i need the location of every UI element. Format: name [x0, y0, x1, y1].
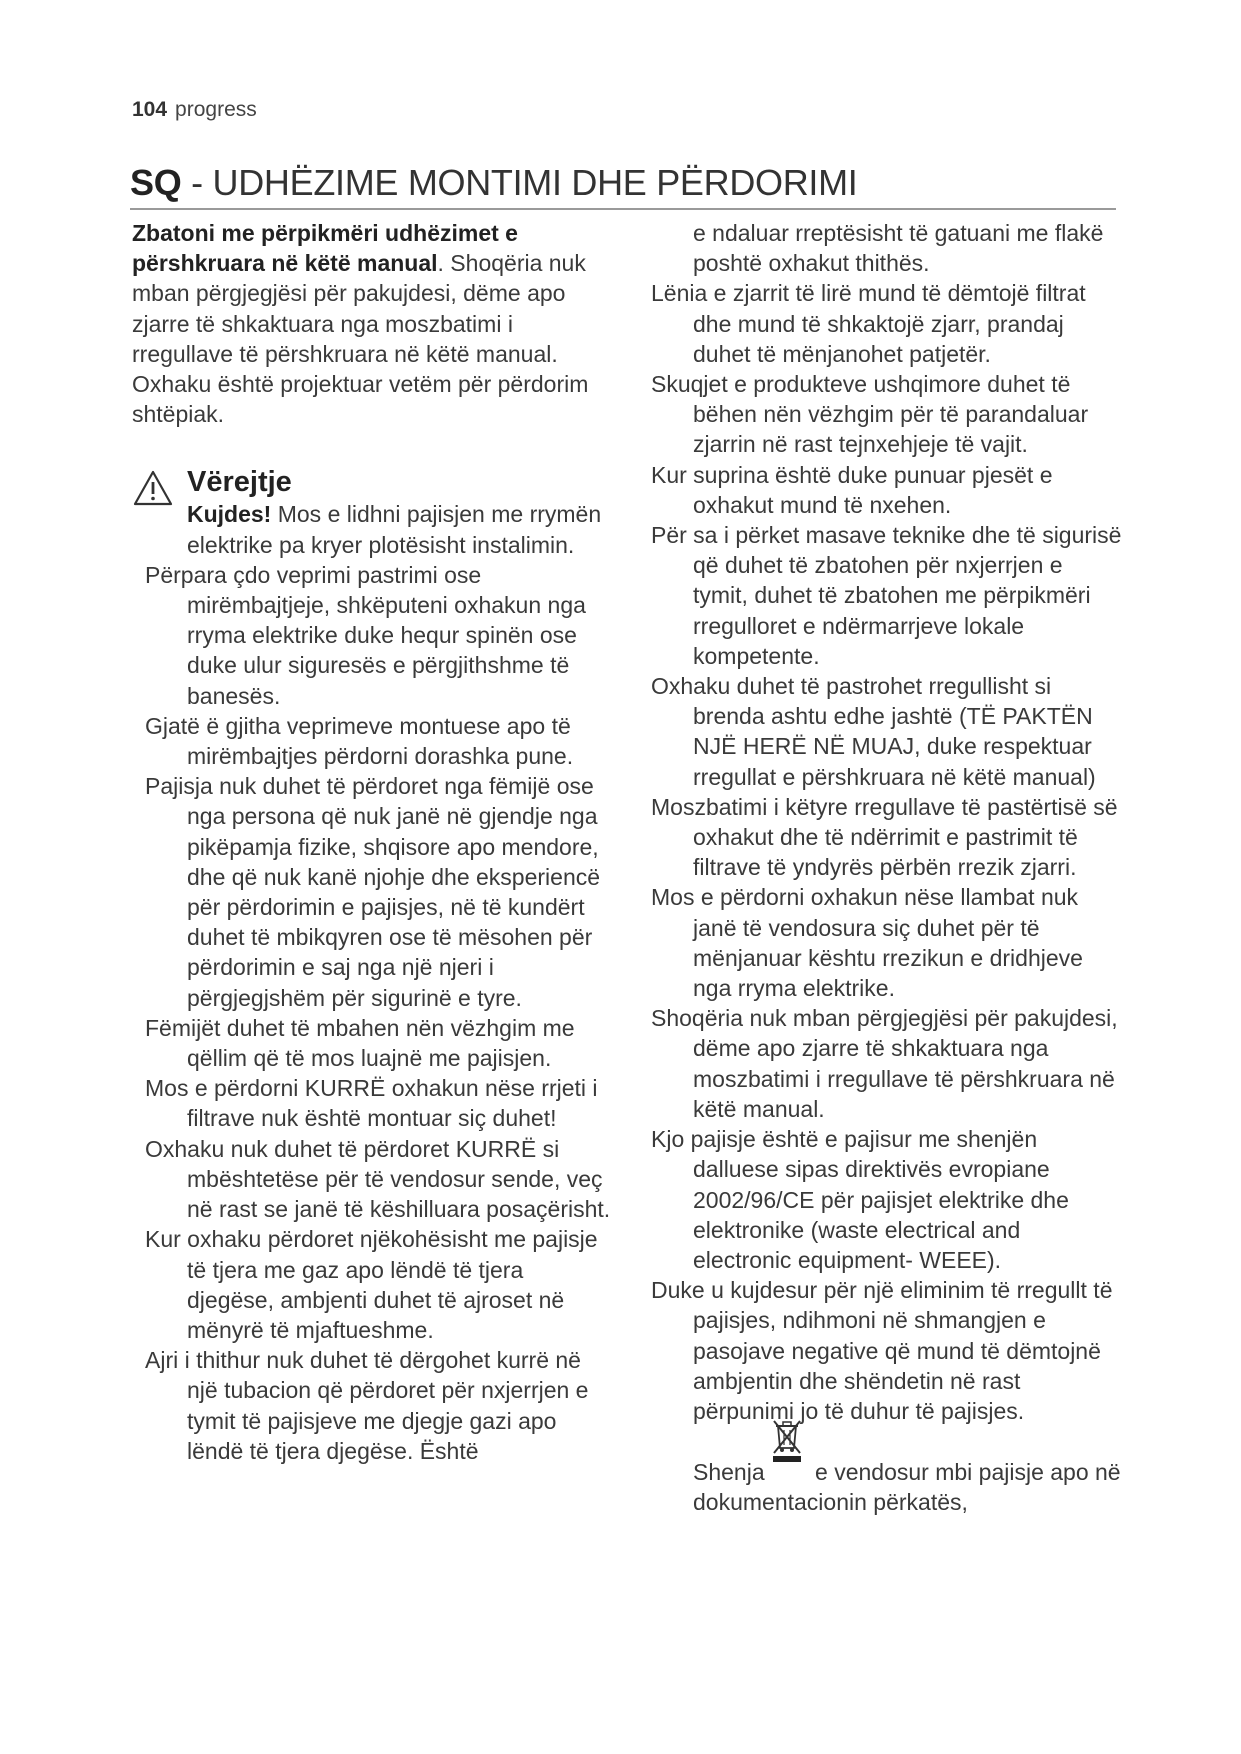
caution-label: Kujdes! [187, 501, 272, 528]
symbol-text-after: e vendosur mbi pajisje apo në dokumentacionin përkatës, [693, 1459, 1121, 1516]
caution-text: Mos e lidhni pajisjen me rrymën elektrike pa kryer plotësisht instalimin. [187, 501, 602, 558]
crossed-bin-icon [769, 1440, 805, 1486]
intro-paragraph [132, 218, 612, 429]
section-title [130, 162, 1116, 210]
right-item: Për sa i përket masave teknike dhe të sigurisë që duhet të zbatohen për nxjerrjen e tymit, duhet të zbatohen me përpikmëri rregulloret e ndërmarrjeve lokale kompetente. [651, 522, 1122, 669]
note-title: Vërejtje [187, 466, 292, 499]
page-number: 104 [132, 98, 168, 121]
left-item: Gjatë ë gjitha veprimeve montuese apo të mirëmbajtjes përdorni dorashka pune. [145, 712, 574, 770]
right-item: Shoqëria nuk mban përgjegjësi për pakujdesi, dëme apo zjarre të shkaktuara nga moszbatimi i rregullave të përshkruara në këtë manual. [651, 1005, 1118, 1122]
left-item: Mos e përdorni KURRË oxhakun nëse rrjeti i filtrave nuk është montuar siç duhet! [145, 1075, 598, 1132]
right-item: Duke u kujdesur për një eliminim të rregullt të pajisjes, ndihmoni në shmangjen e pasojave negative që mund të dëmtojnë ambjentin dhe shëndetin në rast përpunimi jo të duhur të pajisjes. [651, 1277, 1113, 1424]
left-item: Pajisja nuk duhet të përdoret nga fëmijë ose nga persona që nuk janë në gjendje nga pikëpamja fizike, shqisore apo mendore, dhe që nuk kanë njohje dhe eksperiencë për përdorimin e pajisjes, në të kundërt duhet të mbikqyren ose të mësohen për përdorimin e saj nga një njeri i përgjegjshëm për sigurinë e tyre. [145, 773, 601, 1011]
language-code: SQ [130, 162, 182, 203]
weee-symbol-paragraph [651, 1440, 1123, 1517]
intro-text: . Shoqëria nuk mban përgjegjësi për pakujdesi, dëme apo zjarre të shkaktuara nga moszbatimi i rregullave të përshkruara në këtë manual. Oxhaku është projektuar vetëm për përdorim shtëpiak. [132, 250, 589, 428]
page-header [132, 98, 257, 122]
right-column [651, 218, 1123, 1518]
left-column [132, 218, 612, 1466]
right-item: Kjo pajisje është e pajisur me shenjën dalluese sipas direktivës evropiane 2002/96/CE për pajisjet elektrike dhe elektronike (waste electrical and electronic equipment- WEEE). [651, 1126, 1069, 1273]
right-item: Lënia e zjarrit të lirë mund të dëmtojë filtrat dhe mund të shkaktojë zjarr, prandaj duhet të mënjanohet patjetër. [651, 280, 1086, 367]
right-item: Skuqjet e produkteve ushqimore duhet të bëhen nën vëzhgim për të parandaluar zjarrin në rast tejnxehjeje të vajit. [651, 371, 1089, 458]
left-item: Oxhaku nuk duhet të përdoret KURRË si mbështetëse për të vendosur sende, veç në rast se janë të këshilluara posaçërisht. [145, 1135, 611, 1223]
continued-text: e ndaluar rreptësisht të gatuani me flakë poshtë oxhakut thithës. [693, 220, 1104, 277]
warning-triangle-icon [132, 469, 174, 507]
intro-bold: Zbatoni me përpikmëri udhëzimet e përshkruara në këtë manual [132, 220, 518, 277]
right-item: Oxhaku duhet të pastrohet rregullisht si brenda ashtu edhe jashtë (TË PAKTËN NJË HERË NË MUAJ, duke respektuar rregullat e përshkruara në këtë manual) [651, 673, 1096, 790]
right-item: Kur suprina është duke punuar pjesët e oxhakut mund të nxehen. [651, 461, 1053, 518]
left-item: Ajri i thithur nuk duhet të dërgohet kurrë në një tubacion që përdoret për nxjerrjen e tymit të pajisjeve me djegje gazi apo lëndë të tjera djegëse. Është [145, 1347, 589, 1464]
right-item: Moszbatimi i këtyre rregullave të pastërtisë së oxhakut dhe të ndërrimit e pastrimit të filtrave të yndyrës përbën rrezik zjarri. [651, 793, 1118, 881]
right-item: Mos e përdorni oxhakun nëse llambat nuk janë të vendosura siç duhet për të mënjanuar kështu rrezikun e dridhjeve nga rryma elektrike. [651, 884, 1083, 1002]
left-item: Kur oxhaku përdoret njëkohësisht me pajisje të tjera me gaz apo lëndë të tjera djegëse, ambjenti duhet të ajroset në mënyrë të mjaftueshme. [145, 1226, 598, 1343]
left-item: Përpara çdo veprimi pastrimi ose mirëmbajtjeje, shkëputeni oxhakun nga rryma elektrike duke hequr spinën ose duke ulur siguresës e përgjithshme të banesës. [145, 561, 586, 709]
left-item: Fëmijët duhet të mbahen nën vëzhgim me qëllim që të mos luajnë me pajisjen. [145, 1014, 575, 1072]
symbol-text-before: Shenja [693, 1459, 765, 1486]
caution-paragraph [132, 499, 612, 559]
brand-name: progress [175, 98, 257, 121]
warning-note [132, 465, 612, 559]
section-title-text: - UDHËZIME MONTIMI DHE PËRDORIMI [181, 162, 858, 203]
